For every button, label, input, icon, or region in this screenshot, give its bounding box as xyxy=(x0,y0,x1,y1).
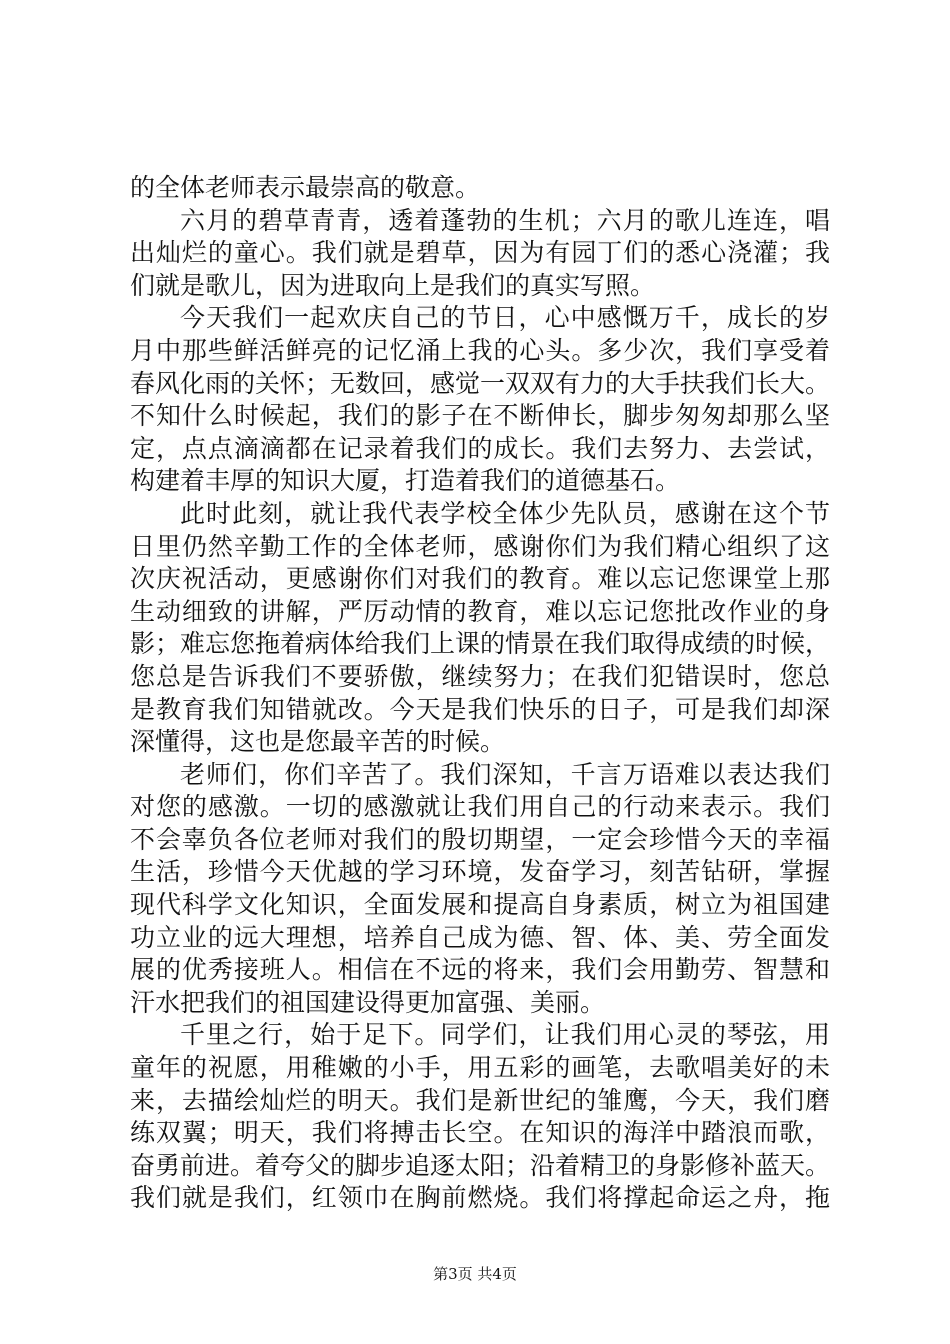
text-line: 不知什么时候起，我们的影子在不断伸长，脚步匆匆却那么坚 xyxy=(130,401,830,431)
page-footer: 第3页 共4页 xyxy=(433,1265,517,1283)
text-line: 您总是告诉我们不要骄傲，继续努力；在我们犯错误时，您总 xyxy=(130,661,830,691)
text-line: 练双翼；明天，我们将搏击长空。在知识的海洋中踏浪而歌， xyxy=(130,1118,830,1148)
text-line: 汗水把我们的祖国建设得更加富强、美丽。 xyxy=(130,987,606,1017)
text-line: 千里之行，始于足下。同学们，让我们用心灵的琴弦，用 xyxy=(180,1020,830,1050)
text-line: 影；难忘您拖着病体给我们上课的情景在我们取得成绩的时候， xyxy=(130,629,831,659)
text-line: 们就是歌儿，因为进取向上是我们的真实写照。 xyxy=(130,270,656,300)
document-body xyxy=(130,172,830,1215)
text-line: 生活，珍惜今天优越的学习环境，发奋学习，刻苦钻研，掌握 xyxy=(130,857,830,887)
text-line: 今天我们一起欢庆自己的节日，心中感慨万千，成长的岁 xyxy=(180,303,830,333)
text-line: 定，点点滴滴都在记录着我们的成长。我们去努力、去尝试， xyxy=(130,433,830,463)
text-line: 生动细致的讲解，严厉动情的教育，难以忘记您批改作业的身 xyxy=(130,596,830,626)
text-line: 构建着丰厚的知识大厦，打造着我们的道德基石。 xyxy=(130,466,681,496)
text-line: 次庆祝活动，更感谢你们对我们的教育。难以忘记您课堂上那 xyxy=(130,564,830,594)
text-line: 童年的祝愿，用稚嫩的小手，用五彩的画笔，去歌唱美好的未 xyxy=(130,1053,830,1083)
text-line: 是教育我们知错就改。今天是我们快乐的日子，可是我们却深 xyxy=(130,694,830,724)
text-line: 老师们，你们辛苦了。我们深知，千言万语难以表达我们 xyxy=(180,759,830,789)
text-line: 奋勇前进。着夸父的脚步追逐太阳；沿着精卫的身影修补蓝天。 xyxy=(130,1150,831,1180)
text-line: 来，去描绘灿烂的明天。我们是新世纪的雏鹰，今天，我们磨 xyxy=(130,1085,830,1115)
text-line: 月中那些鲜活鲜亮的记忆涌上我的心头。多少次，我们享受着 xyxy=(130,335,830,365)
text-line: 现代科学文化知识，全面发展和提高自身素质，树立为祖国建 xyxy=(130,890,830,920)
text-line: 我们就是我们，红领巾在胸前燃烧。我们将撑起命运之舟，拖 xyxy=(130,1183,830,1213)
text-line: 不会辜负各位老师对我们的殷切期望，一定会珍惜今天的幸福 xyxy=(130,824,830,854)
text-line: 功立业的远大理想，培养自己成为德、智、体、美、劳全面发 xyxy=(130,922,830,952)
text-line: 出灿烂的童心。我们就是碧草，因为有园丁们的悉心浇灌；我 xyxy=(130,238,830,268)
text-line: 日里仍然辛勤工作的全体老师，感谢你们为我们精心组织了这 xyxy=(130,531,830,561)
text-line: 对您的感激。一切的感激就让我们用自己的行动来表示。我们 xyxy=(130,792,830,822)
text-line: 春风化雨的关怀；无数回，感觉一双双有力的大手扶我们长大。 xyxy=(130,368,831,398)
text-line: 展的优秀接班人。相信在不远的将来，我们会用勤劳、智慧和 xyxy=(130,955,830,985)
text-line: 的全体老师表示最崇高的敬意。 xyxy=(130,173,481,202)
text-line: 深懂得，这也是您最辛苦的时候。 xyxy=(130,727,506,757)
text-line: 此时此刻，就让我代表学校全体少先队员，感谢在这个节 xyxy=(180,498,830,528)
text-line: 六月的碧草青青，透着蓬勃的生机；六月的歌儿连连，唱 xyxy=(180,205,830,235)
